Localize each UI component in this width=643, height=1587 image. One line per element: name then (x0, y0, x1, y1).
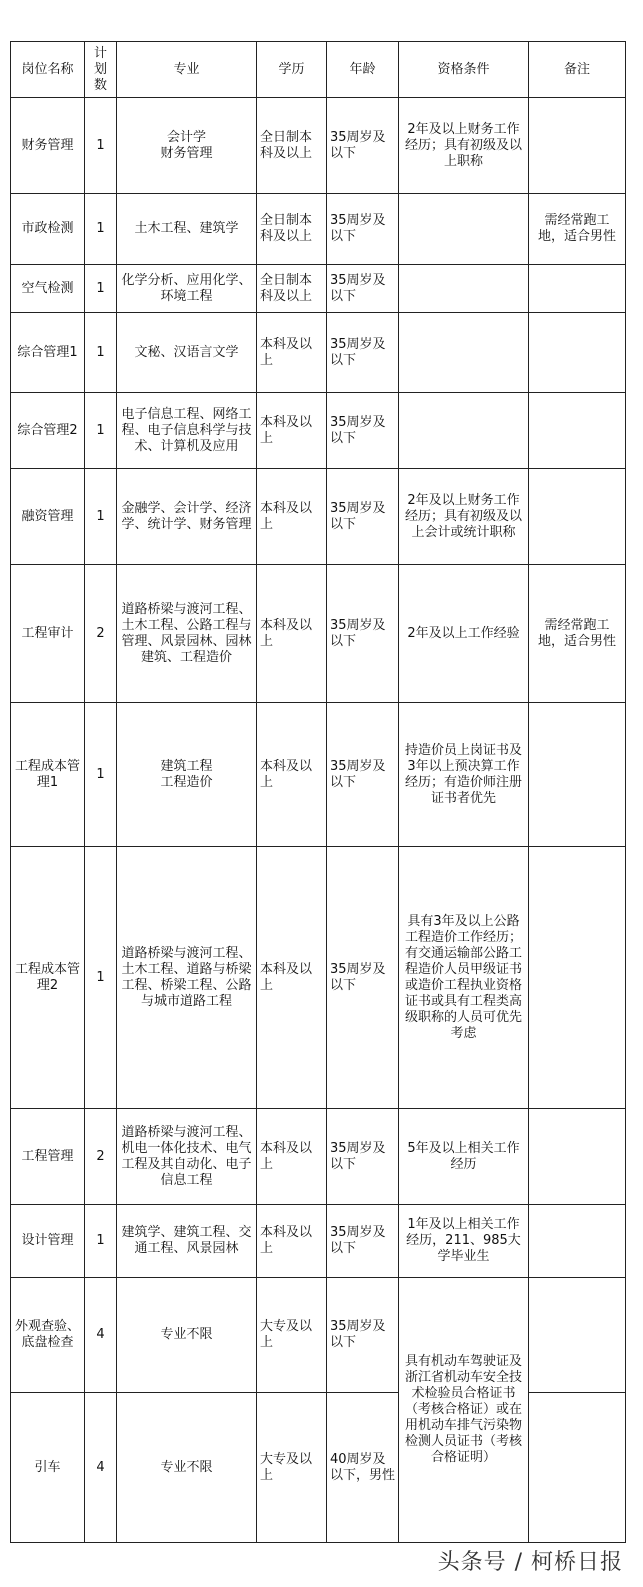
note-cell (529, 393, 626, 469)
major-cell: 道路桥梁与渡河工程、机电一体化技术、电气工程及其自动化、电子信息工程 (117, 1109, 257, 1205)
edu-cell: 本科及以上 (257, 703, 327, 847)
qual-cell: 1年及以上相关工作经历，211、985大学毕业生 (399, 1205, 529, 1278)
watermark: 头条号 / 柯桥日报 (437, 1550, 623, 1575)
qual-cell: 2年及以上财务工作经历；具有初级及以上会计或统计职称 (399, 469, 529, 565)
major-cell: 土木工程、建筑学 (117, 194, 257, 265)
count-cell: 1 (85, 313, 117, 393)
qual-cell: 2年及以上财务工作经历；具有初级及以上职称 (399, 98, 529, 194)
note-cell (529, 469, 626, 565)
header-major: 专业 (117, 42, 257, 98)
edu-cell: 本科及以上 (257, 1205, 327, 1278)
count-cell: 1 (85, 469, 117, 565)
qual-cell: 5年及以上相关工作经历 (399, 1109, 529, 1205)
age-cell: 35周岁及以下 (327, 847, 399, 1109)
age-cell: 35周岁及以下 (327, 1278, 399, 1393)
major-cell: 建筑学、建筑工程、交通工程、风景园林 (117, 1205, 257, 1278)
note-cell (529, 1393, 626, 1543)
age-cell: 35周岁及以下 (327, 98, 399, 194)
table-row (11, 313, 626, 393)
post-cell: 财务管理 (11, 98, 85, 194)
major-cell: 专业不限 (117, 1393, 257, 1543)
count-cell: 4 (85, 1278, 117, 1393)
table-row (11, 98, 626, 194)
age-cell: 35周岁及以下 (327, 469, 399, 565)
edu-cell: 本科及以上 (257, 565, 327, 703)
note-cell (529, 1205, 626, 1278)
header-age: 年龄 (327, 42, 399, 98)
post-cell: 引车 (11, 1393, 85, 1543)
post-cell: 工程审计 (11, 565, 85, 703)
post-cell: 工程成本管理2 (11, 847, 85, 1109)
post-cell: 外观查验、底盘检查 (11, 1278, 85, 1393)
post-cell: 设计管理 (11, 1205, 85, 1278)
edu-cell: 大专及以上 (257, 1278, 327, 1393)
major-cell: 金融学、会计学、经济学、统计学、财务管理 (117, 469, 257, 565)
major-cell: 文秘、汉语言文学 (117, 313, 257, 393)
count-cell: 1 (85, 703, 117, 847)
count-cell: 2 (85, 565, 117, 703)
count-cell: 1 (85, 847, 117, 1109)
post-cell: 综合管理1 (11, 313, 85, 393)
count-cell: 2 (85, 1109, 117, 1205)
age-cell: 35周岁及以下 (327, 1205, 399, 1278)
edu-cell: 本科及以上 (257, 847, 327, 1109)
table-row (11, 847, 626, 1109)
edu-cell: 全日制本科及以上 (257, 98, 327, 194)
table-row (11, 1393, 626, 1543)
edu-cell: 本科及以上 (257, 1109, 327, 1205)
table-row (11, 703, 626, 847)
header-qual: 资格条件 (399, 42, 529, 98)
edu-cell: 大专及以上 (257, 1393, 327, 1543)
header-edu: 学历 (257, 42, 327, 98)
major-cell: 化学分析、应用化学、环境工程 (117, 265, 257, 313)
age-cell: 35周岁及以下 (327, 265, 399, 313)
note-cell (529, 847, 626, 1109)
major-cell: 会计学 财务管理 (117, 98, 257, 194)
note-cell (529, 313, 626, 393)
post-cell: 空气检测 (11, 265, 85, 313)
qual-cell (399, 265, 529, 313)
edu-cell: 本科及以上 (257, 313, 327, 393)
note-cell (529, 98, 626, 194)
major-cell: 道路桥梁与渡河工程、土木工程、道路与桥梁工程、桥梁工程、公路与城市道路工程 (117, 847, 257, 1109)
table-row (11, 1205, 626, 1278)
age-cell: 35周岁及以下 (327, 393, 399, 469)
qual-cell: 具有机动车驾驶证及浙江省机动车安全技术检验员合格证书（考核合格证）或在用机动车排气污染物检测人员证书（考核合格证明） (399, 1278, 529, 1543)
recruitment-table (10, 41, 626, 1543)
count-cell: 1 (85, 393, 117, 469)
age-cell: 35周岁及以下 (327, 565, 399, 703)
table-row (11, 1109, 626, 1205)
post-cell: 融资管理 (11, 469, 85, 565)
edu-cell: 本科及以上 (257, 469, 327, 565)
age-cell: 35周岁及以下 (327, 703, 399, 847)
table-row (11, 565, 626, 703)
qual-cell: 具有3年及以上公路工程造价工作经历；有交通运输部公路工程造价人员甲级证书或造价工程执业资格证书或具有工程类高级职称的人员可优先考虑 (399, 847, 529, 1109)
note-cell (529, 1109, 626, 1205)
note-cell: 需经常跑工地，适合男性 (529, 194, 626, 265)
note-cell (529, 265, 626, 313)
count-cell: 4 (85, 1393, 117, 1543)
age-cell: 35周岁及以下 (327, 194, 399, 265)
note-cell: 需经常跑工地，适合男性 (529, 565, 626, 703)
table-row (11, 265, 626, 313)
post-cell: 工程管理 (11, 1109, 85, 1205)
count-cell: 1 (85, 265, 117, 313)
qual-cell: 2年及以上工作经验 (399, 565, 529, 703)
major-cell: 电子信息工程、网络工程、电子信息科学与技术、计算机及应用 (117, 393, 257, 469)
table-row (11, 194, 626, 265)
table-row (11, 1278, 626, 1393)
major-cell: 道路桥梁与渡河工程、土木工程、公路工程与管理、风景园林、园林建筑、工程造价 (117, 565, 257, 703)
header-row (11, 42, 626, 98)
edu-cell: 全日制本科及以上 (257, 194, 327, 265)
major-cell: 建筑工程 工程造价 (117, 703, 257, 847)
age-cell: 35周岁及以下 (327, 313, 399, 393)
count-cell: 1 (85, 1205, 117, 1278)
qual-cell: 持造价员上岗证书及3年以上预决算工作经历；有造价师注册证书者优先 (399, 703, 529, 847)
edu-cell: 本科及以上 (257, 393, 327, 469)
note-cell (529, 703, 626, 847)
header-post: 岗位名称 (11, 42, 85, 98)
age-cell: 35周岁及以下 (327, 1109, 399, 1205)
qual-cell (399, 313, 529, 393)
edu-cell: 全日制本科及以上 (257, 265, 327, 313)
post-cell: 综合管理2 (11, 393, 85, 469)
table-row (11, 469, 626, 565)
header-count: 计划数 (85, 42, 117, 98)
count-cell: 1 (85, 98, 117, 194)
qual-cell (399, 393, 529, 469)
major-cell: 专业不限 (117, 1278, 257, 1393)
post-cell: 工程成本管理1 (11, 703, 85, 847)
count-cell: 1 (85, 194, 117, 265)
table-row (11, 393, 626, 469)
header-note: 备注 (529, 42, 626, 98)
post-cell: 市政检测 (11, 194, 85, 265)
note-cell (529, 1278, 626, 1393)
qual-cell (399, 194, 529, 265)
age-cell: 40周岁及以下，男性 (327, 1393, 399, 1543)
